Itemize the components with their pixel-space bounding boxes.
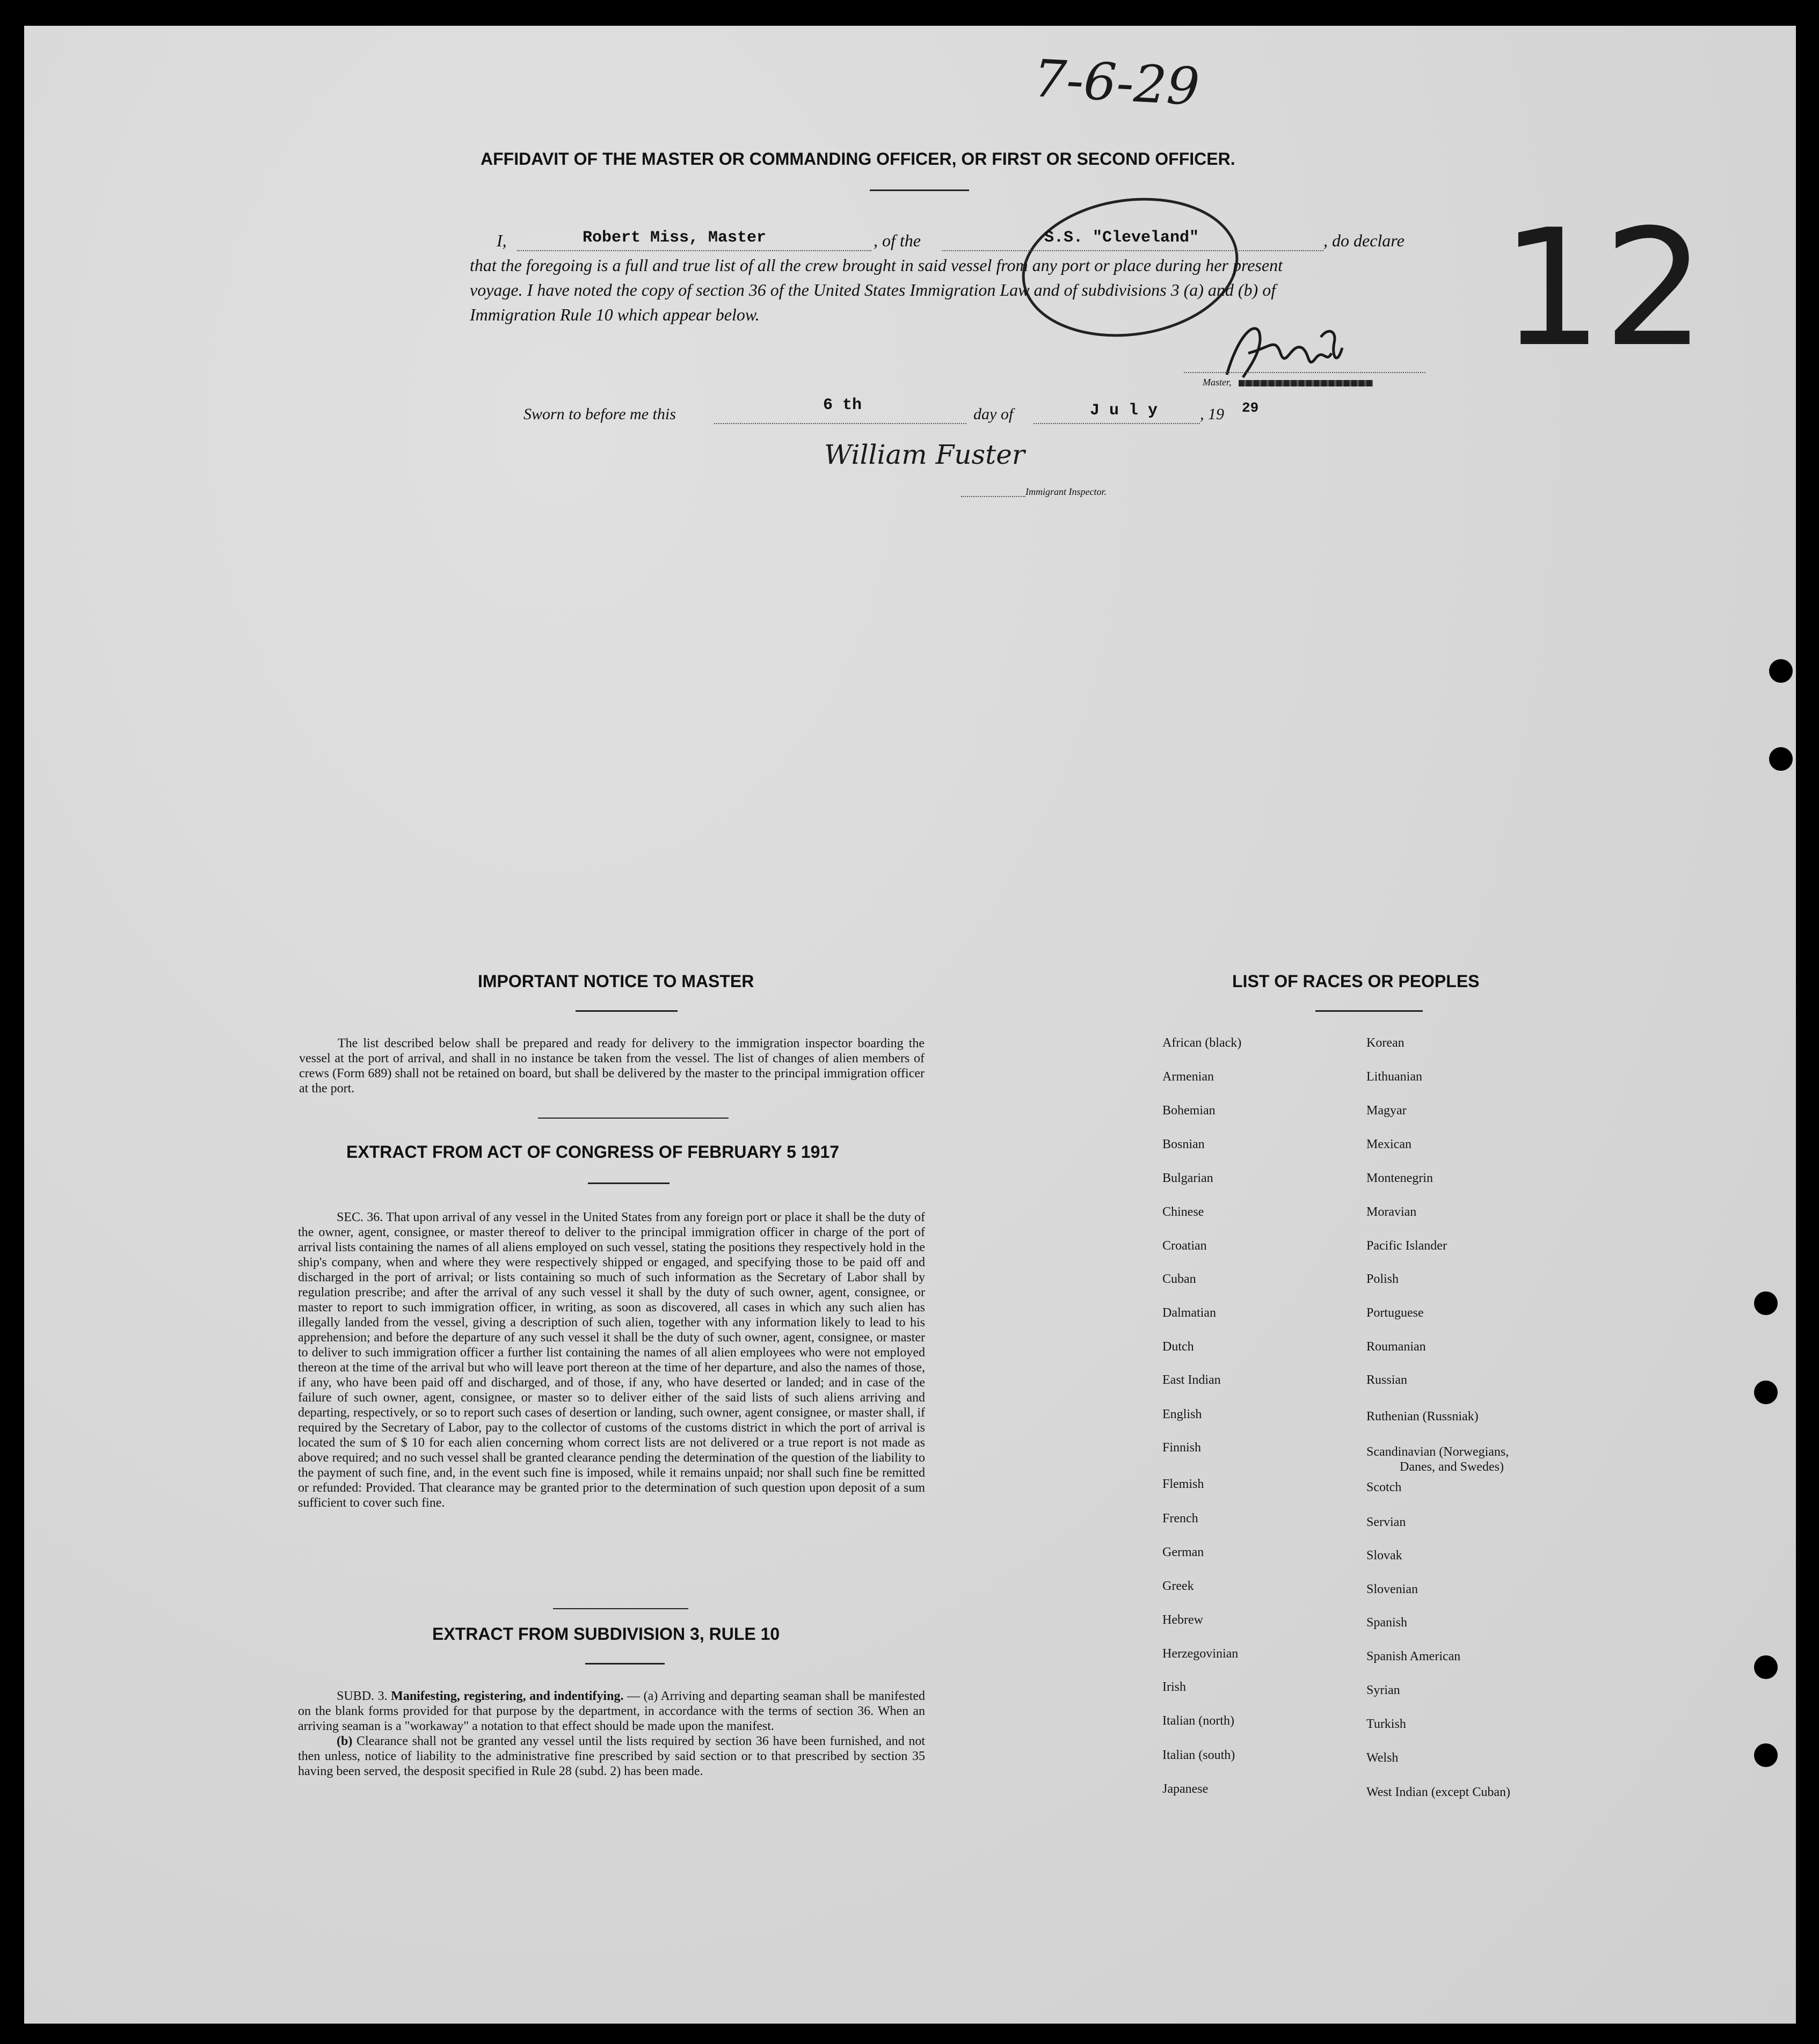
race-item: Japanese bbox=[1162, 1782, 1209, 1796]
divider bbox=[1315, 1010, 1423, 1012]
race-item: Magyar bbox=[1366, 1104, 1407, 1118]
race-item: Moravian bbox=[1366, 1205, 1417, 1219]
race-item: East Indian bbox=[1162, 1373, 1221, 1387]
race-item: Irish bbox=[1162, 1680, 1186, 1694]
race-item: Croatian bbox=[1162, 1239, 1207, 1253]
race-item: Bulgarian bbox=[1162, 1171, 1213, 1185]
sworn-month: J u l y bbox=[1090, 402, 1158, 420]
race-item: Chinese bbox=[1162, 1205, 1204, 1219]
affidavit-do-declare: , do declare bbox=[1323, 231, 1405, 250]
race-item: Pacific Islander bbox=[1366, 1239, 1447, 1253]
divider bbox=[585, 1663, 665, 1665]
race-item: Scandinavian (Norwegians, bbox=[1366, 1445, 1509, 1459]
race-item: Spanish American bbox=[1366, 1649, 1461, 1663]
race-item: Dalmatian bbox=[1162, 1306, 1216, 1320]
subd-b-paragraph bbox=[298, 1734, 925, 1779]
race-item: Bohemian bbox=[1162, 1104, 1216, 1118]
affidavit-line-2: that the foregoing is a full and true list of all the crew brought in said vessel from any port or place during her present bbox=[470, 256, 1283, 275]
affidavit-line-4: Immigration Rule 10 which appear below. bbox=[470, 305, 760, 324]
race-item: Italian (south) bbox=[1162, 1748, 1235, 1762]
race-item: Lithuanian bbox=[1366, 1070, 1422, 1084]
inspector-signature: William Fuster bbox=[824, 439, 1025, 470]
signature-line bbox=[961, 496, 1025, 497]
fill-line bbox=[1034, 423, 1200, 424]
divider bbox=[553, 1608, 688, 1609]
sworn-label: Sworn to before me this bbox=[523, 405, 676, 423]
divider bbox=[870, 189, 969, 191]
subd-b-label: (b) bbox=[337, 1734, 353, 1748]
master-name: Robert Miss, Master bbox=[583, 229, 767, 247]
divider bbox=[576, 1010, 678, 1012]
race-item: Korean bbox=[1366, 1036, 1405, 1050]
day-of-label: day of bbox=[973, 405, 1014, 423]
races-title: LIST OF RACES OR PEOPLES bbox=[1232, 972, 1480, 991]
fill-line bbox=[942, 250, 1323, 251]
sworn-day: 6 th bbox=[823, 396, 862, 414]
punch-hole bbox=[1769, 747, 1793, 771]
subd-part-a: — (a) Arriving and departing seaman shall be manifested on the blank forms provided for that purpose by the department, in accordance with the terms of section 36. When an arriving seaman is a "workaway" a notation to that effect should be made upon the manifest. bbox=[298, 1689, 926, 1733]
race-item: Finnish bbox=[1162, 1441, 1202, 1455]
affidavit-line-3: voyage. I have noted the copy of section 36 of the United States Immigration Law and of subdivisions 3 (a) and (b) of bbox=[470, 280, 1276, 300]
subd-a-paragraph bbox=[298, 1689, 925, 1734]
race-item: Danes, and Swedes) bbox=[1400, 1460, 1504, 1474]
notice-paragraph: The list described below shall be prepared and ready for delivery to the immigration inspector boarding the vessel at the port of arrival, and shall in no instance be taken from the vessel. The list of changes of alien members of crews (Form 689) shall not be retained on board, but shall be delivered by the master to the principal immigration officer at the port. bbox=[299, 1036, 925, 1096]
race-item: Russian bbox=[1366, 1373, 1408, 1387]
divider bbox=[538, 1118, 729, 1119]
subd-label: SUBD. 3. bbox=[337, 1689, 388, 1703]
fill-line bbox=[714, 423, 966, 424]
notice-title: IMPORTANT NOTICE TO MASTER bbox=[478, 972, 754, 991]
race-item: Cuban bbox=[1162, 1272, 1196, 1286]
fill-line bbox=[517, 250, 871, 251]
handwritten-number: 12 bbox=[1501, 195, 1706, 382]
struck-out-title bbox=[1239, 380, 1373, 386]
race-item: Flemish bbox=[1162, 1477, 1204, 1491]
race-item: Hebrew bbox=[1162, 1613, 1203, 1627]
race-item: Servian bbox=[1366, 1515, 1406, 1529]
race-item: English bbox=[1162, 1407, 1202, 1421]
extract-rule-text bbox=[298, 1689, 925, 1779]
handwritten-date: 7-6-29 bbox=[1032, 48, 1201, 118]
race-item: German bbox=[1162, 1545, 1204, 1559]
race-item: Herzegovinian bbox=[1162, 1647, 1239, 1661]
vessel-name: S.S. "Cleveland" bbox=[1044, 229, 1199, 247]
subd-part-b: Clearance shall not be granted any vessel until the lists required by section 36 have been furnished, and not then unless, notice of liability to the administrative fine prescribed by said section or to that prescribed by section 35 having been served, the desposit specified in Rule 28 (subd. 2) has been made. bbox=[298, 1734, 925, 1778]
signature-line bbox=[1184, 372, 1425, 373]
notice-text bbox=[299, 1036, 925, 1096]
sec-36-paragraph: SEC. 36. That upon arrival of any vessel in the United States from any foreign port or place it shall be the duty of the owner, agent, consignee, or master thereof to deliver to the principal immigration officer in charge of the port of arrival lists containing the names of all aliens employed on such vessel, stating the positions they respectively hold in the ship's company, when and where they were respectively shipped or engaged, and specifying those to be paid off and discharged in the port of arrival; or lists containing so much of such information as the Secretary of Labor shall by regulation prescribe; and after the arrival of any such vessel it shall by the duty of such owner, agent, consignee, or master to report to such immigration officer, in writing, as soon as discovered, all cases in which any such alien has illegally landed from the vessel, giving a description of such alien, together with any information likely to lead to his apprehension; and before the departure of any such vessel it shall be the duty of such owner, agent, consignee, or master to deliver to such immigration officer a further list containing the names of all alien employees who were not employed thereon at the time of the arrival but who will leave port thereon at the time of her departure, and also the names of those, if any, who have been paid off and discharged, and of those, if any, who have deserted or landed; and in case of the failure of such owner, agent, consignee, or master so to deliver either of the said lists of such aliens arriving and departing, respectively, or so to report such cases of desertion or landing, such owner, agent consignee, or master shall, if required by the Secretary of Labor, pay to the collector of customs of the customs district in which the port of arrival is located the sum of $ 10 for each alien concerning whom correct lists are not delivered or a true report is not made as above required; and no such vessel shall be granted clearance pending the determination of the question of the liability to the payment of such fine, and, in the event such fine is imposed, while it remains unpaid; nor shall such fine be remitted or refunded: Provided. That clearance may be granted prior to the determination of such question upon deposit of a sum sufficient to cover such fine. bbox=[298, 1210, 925, 1510]
punch-hole bbox=[1754, 1381, 1778, 1404]
race-item: Greek bbox=[1162, 1579, 1194, 1593]
extract-act-title: EXTRACT FROM ACT OF CONGRESS OF FEBRUARY 5 1917 bbox=[346, 1142, 840, 1162]
race-item: French bbox=[1162, 1512, 1198, 1525]
race-item: Roumanian bbox=[1366, 1340, 1426, 1354]
race-item: Spanish bbox=[1366, 1616, 1408, 1630]
race-item: Slovenian bbox=[1366, 1582, 1418, 1596]
document-page bbox=[24, 26, 1796, 2024]
sworn-year: 29 bbox=[1242, 400, 1259, 416]
master-signature bbox=[1216, 316, 1356, 385]
race-item: Mexican bbox=[1366, 1137, 1411, 1151]
punch-hole bbox=[1754, 1743, 1778, 1767]
affidavit-of-the: , of the bbox=[874, 231, 921, 250]
race-item: Italian (north) bbox=[1162, 1714, 1234, 1728]
race-item: Welsh bbox=[1366, 1751, 1399, 1765]
inspector-caption: Immigrant Inspector. bbox=[1025, 486, 1107, 497]
race-item: Ruthenian (Russniak) bbox=[1366, 1410, 1479, 1424]
race-item: Bosnian bbox=[1162, 1137, 1205, 1151]
race-item: Polish bbox=[1366, 1272, 1399, 1286]
race-item: Portuguese bbox=[1366, 1306, 1424, 1320]
divider bbox=[588, 1182, 670, 1184]
race-item: Montenegrin bbox=[1366, 1171, 1433, 1185]
subd-heading: Manifesting, registering, and indentifying. bbox=[391, 1689, 624, 1703]
race-item: Scotch bbox=[1366, 1480, 1402, 1494]
affidavit-title: AFFIDAVIT OF THE MASTER OR COMMANDING OFFICER, OR FIRST OR SECOND OFFICER. bbox=[481, 149, 1235, 169]
extract-act-text bbox=[298, 1210, 925, 1510]
race-item: African (black) bbox=[1162, 1036, 1242, 1050]
extract-rule-title: EXTRACT FROM SUBDIVISION 3, RULE 10 bbox=[432, 1624, 780, 1644]
race-item: Syrian bbox=[1366, 1683, 1400, 1697]
master-caption: Master, bbox=[1203, 377, 1232, 388]
race-item: West Indian (except Cuban) bbox=[1366, 1785, 1510, 1799]
race-item: Turkish bbox=[1366, 1717, 1406, 1731]
punch-hole bbox=[1754, 1291, 1778, 1315]
race-item: Slovak bbox=[1366, 1549, 1402, 1563]
punch-hole bbox=[1754, 1655, 1778, 1679]
race-item: Dutch bbox=[1162, 1340, 1194, 1354]
race-item: Armenian bbox=[1162, 1070, 1214, 1084]
affidavit-i: I, bbox=[497, 231, 507, 250]
punch-hole bbox=[1769, 659, 1793, 683]
year-prefix: , 19 bbox=[1200, 405, 1224, 423]
